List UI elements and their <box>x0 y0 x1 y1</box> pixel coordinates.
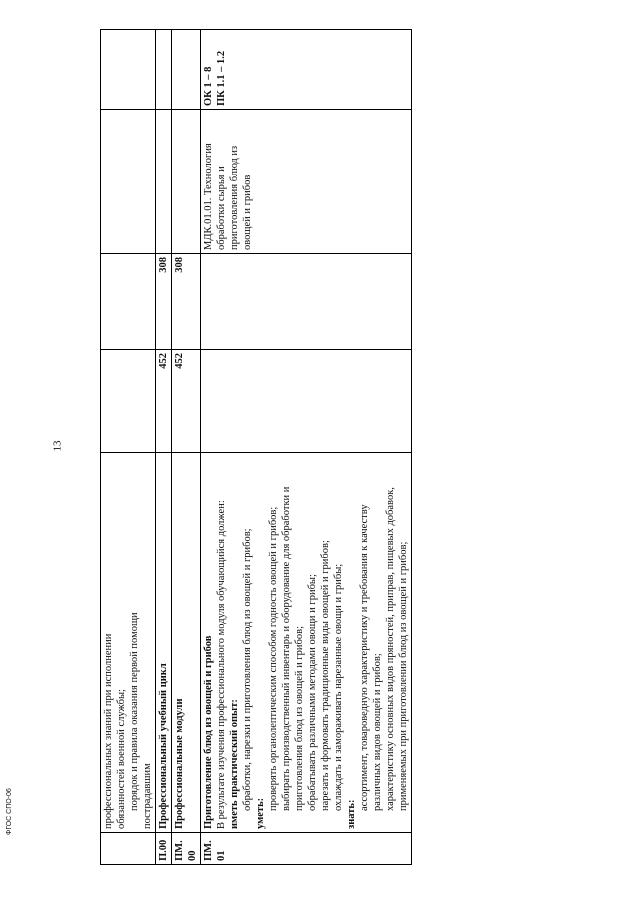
skill-item: проверять органолептическим способом годность овощей и грибов; <box>268 506 279 811</box>
module-title: Приготовление блюд из овощей и грибов <box>203 635 214 829</box>
code-cell: ПМ.00 <box>172 833 201 865</box>
experience-text: обработки, нарезки и приготовления блюд из овощей и грибов; <box>242 528 253 811</box>
code-cell: ПМ.01 <box>201 833 412 865</box>
title-cell: Профессиональный учебный цикл <box>156 453 172 833</box>
description-cell <box>201 453 412 833</box>
skills-heading: уметь: <box>255 797 266 829</box>
page-number: 13 <box>51 440 64 452</box>
competency-pk: ПК 1.1 – 1.2 <box>216 50 227 106</box>
code-cell <box>101 833 156 865</box>
max-load-cell: 452 <box>156 350 172 453</box>
skill-item: обрабатывать различными методами овощи и грибы; <box>307 574 318 811</box>
knowledge-item: характеристику основных видов пряностей, приправ, пищевых добавок, применяемых при приготовлении блюд из овощей и грибов; <box>385 487 409 811</box>
table-row-p00 <box>156 30 172 865</box>
knowledge-heading: знать: <box>346 799 357 829</box>
description-cell <box>101 453 156 833</box>
text-line: обязанностей военной службы; <box>116 689 127 829</box>
table-row-pm00 <box>172 30 201 865</box>
curriculum-table <box>100 29 412 865</box>
rotated-table-container <box>100 30 600 865</box>
text-line: пострадавшим <box>142 763 153 829</box>
text-line: порядок и правила оказания первой помощи <box>129 612 140 811</box>
knowledge-item: ассортимент, товароведную характеристику и требования к качеству различных видов овощей и грибов; <box>359 504 383 811</box>
required-load-cell: 308 <box>156 254 172 350</box>
text-line: профессиональных знаний при исполнении <box>103 633 114 829</box>
module-intro: В результате изучения профессионального модуля обучающийся должен: <box>216 500 227 829</box>
experience-heading: иметь практический опыт: <box>229 699 240 829</box>
code-cell: П.00 <box>156 833 172 865</box>
max-load-cell: 452 <box>172 350 201 453</box>
competencies-cell <box>201 30 412 110</box>
table-row-continuation <box>101 30 156 865</box>
table-row-pm01 <box>201 30 412 865</box>
footer-label: ФГОС СПО-06 <box>6 788 13 835</box>
required-load-cell: 308 <box>172 254 201 350</box>
competency-ok: ОК 1 – 8 <box>203 66 214 106</box>
skill-item: охлаждать и замораживать нарезанные овощи и грибы; <box>333 563 344 811</box>
course-cell: МДК.01.01. Технология обработки сырья и приготовления блюд из овощей и грибов <box>201 110 412 254</box>
title-cell: Профессиональные модули <box>172 453 201 833</box>
skill-item: нарезать и формовать традиционные виды овощей и грибов; <box>320 540 331 811</box>
skill-item: выбирать производственный инвентарь и оборудование для обработки и приготовления блюд из овощей и грибов; <box>281 486 305 811</box>
